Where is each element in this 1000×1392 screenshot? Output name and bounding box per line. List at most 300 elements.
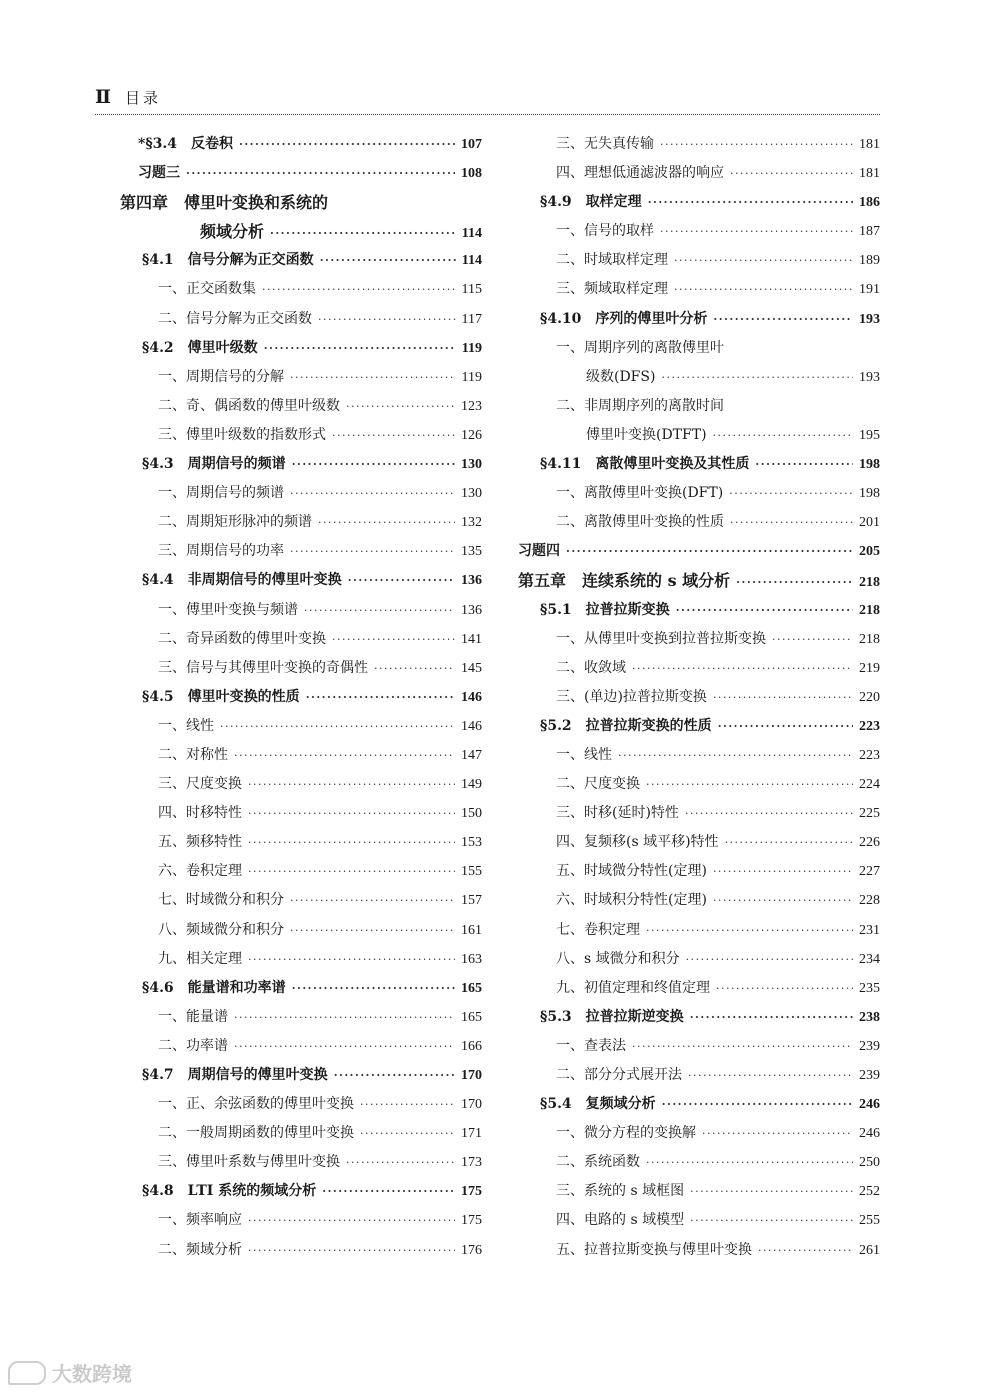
dot-leader bbox=[290, 916, 455, 945]
dot-leader bbox=[290, 886, 455, 915]
dot-leader bbox=[306, 683, 455, 712]
toc-entry-title-continued: 频域分析 bbox=[200, 222, 265, 242]
toc-entry[interactable] bbox=[120, 916, 482, 945]
toc-entry[interactable] bbox=[518, 188, 880, 217]
toc-page-number: 123 bbox=[461, 398, 482, 414]
dot-leader bbox=[713, 886, 853, 915]
toc-entry[interactable] bbox=[518, 217, 880, 246]
toc-entry[interactable] bbox=[518, 275, 880, 304]
toc-entry-title: 二、尺度变换 bbox=[556, 776, 640, 793]
toc-entry[interactable] bbox=[518, 1206, 880, 1235]
toc-entry[interactable] bbox=[120, 799, 482, 828]
toc-entry-title: 四、理想低通滤波器的响应 bbox=[556, 165, 724, 182]
toc-entry[interactable] bbox=[120, 421, 482, 450]
dot-leader bbox=[290, 363, 456, 392]
toc-entry-title: 二、一般周期函数的傅里叶变换 bbox=[158, 1125, 354, 1142]
dot-leader bbox=[690, 1177, 853, 1206]
dot-leader bbox=[360, 1090, 455, 1119]
dot-leader bbox=[646, 916, 853, 945]
dot-leader bbox=[320, 246, 456, 275]
dot-leader bbox=[632, 654, 853, 683]
dot-leader bbox=[713, 421, 853, 450]
toc-entry-title: 四、电路的 s 域模型 bbox=[556, 1212, 685, 1229]
dot-leader bbox=[676, 596, 853, 625]
toc-entry[interactable] bbox=[518, 246, 880, 275]
toc-entry-title: §4.11 离散傅里叶变换及其性质 bbox=[540, 456, 750, 473]
toc-entry-title: 三、无失真传输 bbox=[556, 136, 654, 152]
dot-leader bbox=[755, 450, 853, 479]
toc-entry[interactable] bbox=[518, 479, 880, 508]
toc-entry[interactable] bbox=[518, 1003, 880, 1032]
toc-entry[interactable] bbox=[120, 886, 482, 915]
toc-entry[interactable] bbox=[518, 508, 880, 537]
toc-page-number: 114 bbox=[461, 253, 482, 269]
toc-page-number: 201 bbox=[859, 515, 880, 531]
toc-entry-title: 二、时域取样定理 bbox=[556, 252, 668, 269]
dot-leader bbox=[290, 479, 455, 508]
toc-entry-title: 一、离散傅里叶变换(DFT) bbox=[556, 485, 724, 502]
toc-entry-title: 九、相关定理 bbox=[158, 950, 242, 967]
toc-entry-title: §4.6 能量谱和功率谱 bbox=[142, 979, 286, 996]
dot-leader bbox=[736, 568, 853, 597]
dot-leader bbox=[332, 625, 455, 654]
toc-page-number: 227 bbox=[859, 864, 880, 880]
header-title: 目录 bbox=[125, 88, 162, 107]
toc-entry[interactable] bbox=[120, 974, 482, 1003]
toc-entry-title: 二、非周期序列的离散时间 bbox=[556, 397, 724, 414]
toc-entry[interactable] bbox=[120, 130, 482, 159]
toc-entry[interactable] bbox=[120, 1090, 482, 1119]
dot-leader bbox=[725, 828, 853, 857]
toc-page-number: 130 bbox=[461, 457, 482, 473]
toc-entry-title: §5.1 拉普拉斯变换 bbox=[540, 601, 670, 618]
dot-leader bbox=[661, 363, 853, 392]
toc-page-number: 261 bbox=[859, 1242, 880, 1258]
toc-entry[interactable] bbox=[120, 188, 482, 246]
toc-page-number: 107 bbox=[461, 137, 482, 152]
dot-leader bbox=[248, 770, 455, 799]
dot-leader bbox=[648, 188, 853, 217]
dot-leader bbox=[632, 1032, 853, 1061]
toc-entry-title: 一、微分方程的变换解 bbox=[556, 1125, 696, 1142]
toc-entry-title: 九、初值定理和终值定理 bbox=[556, 979, 710, 996]
toc-page-number: 149 bbox=[461, 777, 482, 793]
dot-leader bbox=[248, 945, 455, 974]
dot-leader bbox=[674, 275, 853, 304]
dot-leader bbox=[304, 596, 455, 625]
toc-entry[interactable] bbox=[518, 392, 880, 450]
toc-entry[interactable] bbox=[518, 886, 880, 915]
toc-page-number: 255 bbox=[859, 1213, 880, 1229]
toc-entry-title: 五、拉普拉斯变换与傅里叶变换 bbox=[556, 1241, 752, 1258]
dot-leader bbox=[716, 974, 853, 1003]
toc-page-number: 246 bbox=[859, 1126, 880, 1142]
toc-right-column bbox=[518, 130, 880, 1265]
toc-page-number: 191 bbox=[859, 282, 880, 298]
toc-entry[interactable] bbox=[518, 566, 880, 595]
dot-leader bbox=[674, 246, 853, 275]
toc-entry[interactable] bbox=[518, 625, 880, 654]
toc-page-number: 239 bbox=[859, 1038, 880, 1054]
toc-page-number: 165 bbox=[461, 980, 482, 996]
toc-entry-title: 二、奇、偶函数的傅里叶级数 bbox=[158, 397, 340, 414]
toc-entry[interactable] bbox=[120, 537, 482, 566]
toc-page-number: 218 bbox=[859, 575, 880, 591]
dot-leader bbox=[646, 1148, 853, 1177]
toc-entry[interactable] bbox=[120, 305, 482, 334]
toc-entry-title: §5.2 拉普拉斯变换的性质 bbox=[540, 717, 712, 734]
dot-leader bbox=[758, 1236, 853, 1265]
toc-entry[interactable] bbox=[518, 450, 880, 479]
toc-page-number: 132 bbox=[461, 515, 482, 531]
toc-entry-title: §4.5 傅里叶变换的性质 bbox=[142, 688, 300, 705]
toc-entry[interactable] bbox=[120, 770, 482, 799]
watermark-text: 大数跨境 bbox=[52, 1362, 132, 1386]
toc-page-number: 252 bbox=[859, 1184, 880, 1200]
toc-entry[interactable] bbox=[518, 1177, 880, 1206]
toc-page-number: 171 bbox=[461, 1126, 482, 1142]
page-number: Ⅱ bbox=[95, 86, 112, 108]
toc-entry-title: §4.2 傅里叶级数 bbox=[142, 339, 258, 356]
toc-entry-title: 三、周期信号的功率 bbox=[158, 543, 284, 560]
dot-leader bbox=[374, 654, 455, 683]
dot-leader bbox=[346, 392, 455, 421]
toc-entry[interactable] bbox=[518, 974, 880, 1003]
toc-page-number: 225 bbox=[859, 806, 880, 822]
toc-page-number: 108 bbox=[461, 166, 482, 182]
toc-page-number: 231 bbox=[859, 922, 880, 938]
dot-leader bbox=[290, 537, 455, 566]
toc-entry-title: §4.10 序列的傅里叶分析 bbox=[540, 310, 708, 327]
toc-entry-title: 五、时域微分特性(定理) bbox=[556, 863, 707, 880]
toc-page-number: 234 bbox=[859, 951, 880, 967]
toc-entry[interactable] bbox=[120, 857, 482, 886]
toc-entry[interactable] bbox=[120, 1177, 482, 1206]
toc-entry-title: *§3.4 反卷积 bbox=[138, 136, 233, 152]
toc-entry-title: 一、频率响应 bbox=[158, 1212, 242, 1229]
toc-page-number: 218 bbox=[859, 602, 880, 618]
dot-leader bbox=[713, 857, 853, 886]
toc-entry-title: 一、线性 bbox=[556, 746, 612, 763]
toc-entry-title: 四、复频移(s 域平移)特性 bbox=[556, 834, 719, 851]
dot-leader bbox=[730, 508, 853, 537]
dot-leader bbox=[772, 625, 853, 654]
toc-page-number: 193 bbox=[859, 369, 880, 385]
dot-leader bbox=[334, 1061, 455, 1090]
dot-leader bbox=[332, 421, 455, 450]
toc-entry-title: 二、对称性 bbox=[158, 746, 228, 763]
toc-left-column bbox=[120, 130, 482, 1265]
toc-page-number: 115 bbox=[461, 282, 482, 298]
toc-entry[interactable] bbox=[120, 625, 482, 654]
toc-entry[interactable] bbox=[518, 916, 880, 945]
toc-entry[interactable] bbox=[518, 1032, 880, 1061]
toc-entry-title: §4.1 信号分解为正交函数 bbox=[142, 252, 314, 269]
dot-leader bbox=[713, 683, 853, 712]
dot-leader bbox=[318, 508, 455, 537]
dot-leader bbox=[292, 974, 455, 1003]
toc-entry-title: 八、s 域微分和积分 bbox=[556, 950, 680, 967]
dot-leader bbox=[186, 159, 455, 188]
dot-leader bbox=[292, 450, 455, 479]
toc-page-number: 205 bbox=[859, 544, 880, 560]
toc-entry[interactable] bbox=[518, 654, 880, 683]
dot-leader bbox=[220, 712, 455, 741]
dot-leader bbox=[688, 1061, 853, 1090]
toc-entry-title: 七、时域微分和积分 bbox=[158, 892, 284, 909]
toc-entry-title: §5.3 拉普拉斯逆变换 bbox=[540, 1008, 684, 1025]
toc-entry[interactable] bbox=[518, 596, 880, 625]
toc-page-number: 146 bbox=[461, 718, 482, 734]
toc-page-number: 198 bbox=[859, 486, 880, 502]
toc-entry-title: 二、功率谱 bbox=[158, 1037, 228, 1054]
toc-entry[interactable] bbox=[518, 828, 880, 857]
toc-page-number: 187 bbox=[859, 224, 880, 240]
toc-entry-title: 二、信号分解为正交函数 bbox=[158, 310, 312, 327]
toc-entry-title: 一、查表法 bbox=[556, 1037, 626, 1054]
dot-leader bbox=[690, 1206, 853, 1235]
toc-entry-title: 四、时移特性 bbox=[158, 805, 242, 822]
toc-entry-title: 习题三 bbox=[138, 165, 180, 182]
toc-page-number: 135 bbox=[461, 544, 482, 560]
toc-entry[interactable] bbox=[120, 246, 482, 275]
toc-entry-title: 一、线性 bbox=[158, 717, 214, 734]
toc-page-number: 224 bbox=[859, 777, 880, 793]
toc-entry[interactable] bbox=[120, 1003, 482, 1032]
toc-page-number: 228 bbox=[859, 893, 880, 909]
toc-entry[interactable] bbox=[120, 1206, 482, 1235]
toc-page-number: 176 bbox=[461, 1242, 482, 1258]
toc-entry[interactable] bbox=[120, 275, 482, 304]
dot-leader bbox=[729, 479, 853, 508]
dot-leader bbox=[248, 1236, 455, 1265]
dot-leader bbox=[713, 305, 853, 334]
toc-entry[interactable] bbox=[518, 770, 880, 799]
toc-entry-title: 习题四 bbox=[518, 543, 560, 560]
toc-entry[interactable] bbox=[120, 712, 482, 741]
toc-entry-title: 一、从傅里叶变换到拉普拉斯变换 bbox=[556, 630, 766, 647]
toc-page-number: 238 bbox=[859, 1009, 880, 1025]
toc-page-number: 223 bbox=[859, 747, 880, 763]
toc-entry-title: 三、傅里叶级数的指数形式 bbox=[158, 426, 326, 443]
toc-page-number: 163 bbox=[461, 951, 482, 967]
toc-entry[interactable] bbox=[120, 1032, 482, 1061]
toc-page-number: 166 bbox=[461, 1038, 482, 1054]
toc-page-number: 250 bbox=[859, 1155, 880, 1171]
toc-entry-title: 一、信号的取样 bbox=[556, 223, 654, 240]
toc-page-number: 175 bbox=[461, 1213, 482, 1229]
toc-page-number: 155 bbox=[461, 864, 482, 880]
dot-leader bbox=[730, 159, 853, 188]
toc-page-number: 147 bbox=[461, 747, 482, 763]
toc-page-number: 157 bbox=[461, 893, 482, 909]
toc-entry-title: 二、频域分析 bbox=[158, 1241, 242, 1258]
toc-entry[interactable] bbox=[120, 450, 482, 479]
toc-page-number: 161 bbox=[461, 922, 482, 938]
toc-entry-title: 六、时域积分特性(定理) bbox=[556, 892, 707, 909]
toc-page-number: 235 bbox=[859, 980, 880, 996]
toc-entry-title: 一、傅里叶变换与频谱 bbox=[158, 601, 298, 618]
dot-leader bbox=[348, 566, 455, 595]
toc-page-number: 218 bbox=[859, 631, 880, 647]
dot-leader bbox=[360, 1119, 455, 1148]
dot-leader bbox=[662, 1090, 853, 1119]
watermark bbox=[8, 1358, 132, 1387]
dot-leader bbox=[685, 799, 853, 828]
toc-entry[interactable] bbox=[518, 945, 880, 974]
toc-entry-title: 七、卷积定理 bbox=[556, 921, 640, 938]
toc-page-number: 246 bbox=[859, 1097, 880, 1113]
dot-leader bbox=[318, 305, 456, 334]
toc-page-number: 186 bbox=[859, 195, 880, 211]
dot-leader bbox=[248, 1206, 455, 1235]
toc-entry-title: 第五章 连续系统的 s 域分析 bbox=[518, 571, 731, 591]
toc-entry[interactable] bbox=[518, 1061, 880, 1090]
toc-entry[interactable] bbox=[120, 334, 482, 363]
dot-leader bbox=[660, 130, 853, 159]
toc-entry-title: 三、系统的 s 域框图 bbox=[556, 1183, 685, 1200]
toc-entry-title: 一、周期信号的分解 bbox=[158, 368, 284, 385]
toc-entry-title: 一、周期序列的离散傅里叶 bbox=[556, 339, 724, 356]
toc-entry-title: 二、奇异函数的傅里叶变换 bbox=[158, 630, 326, 647]
toc-entry-title-continued: 傅里叶变换(DTFT) bbox=[586, 426, 707, 443]
toc-entry[interactable] bbox=[120, 1236, 482, 1265]
toc-entry[interactable] bbox=[518, 741, 880, 770]
toc-entry-title: 一、能量谱 bbox=[158, 1008, 228, 1025]
toc-page-number: 226 bbox=[859, 835, 880, 851]
toc-entry-title: §5.4 复频域分析 bbox=[540, 1096, 656, 1113]
toc-entry-title: 一、正交函数集 bbox=[158, 281, 256, 298]
toc-entry[interactable] bbox=[518, 537, 880, 566]
toc-entry[interactable] bbox=[518, 1090, 880, 1119]
dot-leader bbox=[618, 741, 853, 770]
dot-leader bbox=[346, 1148, 455, 1177]
toc-entry[interactable] bbox=[518, 305, 880, 334]
toc-entry-title: 五、频移特性 bbox=[158, 834, 242, 851]
dot-leader bbox=[264, 334, 456, 363]
toc-page-number: 193 bbox=[859, 311, 880, 327]
toc-entry-title: §4.7 周期信号的傅里叶变换 bbox=[142, 1067, 328, 1083]
toc-entry-title: §4.4 非周期信号的傅里叶变换 bbox=[142, 572, 342, 589]
toc-entry[interactable] bbox=[120, 1119, 482, 1148]
toc-entry-title: 三、信号与其傅里叶变换的奇偶性 bbox=[158, 659, 368, 676]
dot-leader bbox=[660, 217, 853, 246]
toc-entry-title: §4.8 LTI 系统的频域分析 bbox=[142, 1183, 317, 1200]
toc-page-number: 219 bbox=[859, 660, 880, 676]
toc-entry-title: 八、频域微分和积分 bbox=[158, 921, 284, 938]
toc-page-number: 195 bbox=[859, 427, 880, 443]
toc-entry[interactable] bbox=[518, 130, 880, 159]
dot-leader bbox=[646, 770, 853, 799]
watermark-logo-icon bbox=[8, 1361, 46, 1385]
toc-entry[interactable] bbox=[518, 857, 880, 886]
toc-entry[interactable] bbox=[120, 596, 482, 625]
toc-entry[interactable] bbox=[518, 799, 880, 828]
dot-leader bbox=[322, 1177, 455, 1206]
toc-page-number: 223 bbox=[859, 718, 880, 734]
toc-entry[interactable] bbox=[120, 479, 482, 508]
toc-entry[interactable] bbox=[518, 1148, 880, 1177]
page-header bbox=[95, 84, 880, 110]
toc-page-number: 170 bbox=[461, 1097, 482, 1113]
dot-leader bbox=[239, 130, 455, 159]
toc-entry[interactable] bbox=[518, 1236, 880, 1265]
toc-entry[interactable] bbox=[120, 654, 482, 683]
toc-page-number: 146 bbox=[461, 689, 482, 705]
toc-entry-title: §4.3 周期信号的频谱 bbox=[142, 456, 286, 473]
toc-page-number: 239 bbox=[859, 1068, 880, 1083]
toc-page-number: 117 bbox=[461, 311, 482, 327]
toc-entry[interactable] bbox=[518, 683, 880, 712]
toc-entry[interactable] bbox=[120, 566, 482, 595]
dot-leader bbox=[718, 712, 853, 741]
toc-entry-title: 三、时移(延时)特性 bbox=[556, 805, 679, 822]
toc-entry-title: 二、系统函数 bbox=[556, 1154, 640, 1171]
toc-page-number: 153 bbox=[461, 835, 482, 851]
toc-page-number: 198 bbox=[859, 457, 880, 473]
toc-page-number: 181 bbox=[859, 137, 880, 152]
toc-page-number: 181 bbox=[859, 166, 880, 182]
dot-leader bbox=[234, 741, 455, 770]
toc-page-number: 130 bbox=[461, 486, 482, 502]
toc-entry-title-continued: 级数(DFS) bbox=[586, 368, 656, 385]
toc-entry[interactable] bbox=[518, 1119, 880, 1148]
toc-entry-title: 二、部分分式展开法 bbox=[556, 1067, 682, 1083]
toc-page-number: 119 bbox=[461, 340, 482, 356]
toc-entry[interactable] bbox=[518, 159, 880, 188]
toc-page-number: 141 bbox=[461, 631, 482, 647]
dot-leader bbox=[248, 828, 455, 857]
dot-leader bbox=[248, 857, 455, 886]
toc-page-number: 114 bbox=[461, 226, 482, 242]
toc-page-number: 220 bbox=[859, 689, 880, 705]
toc-entry-title: 三、傅里叶系数与傅里叶变换 bbox=[158, 1154, 340, 1171]
toc-page-number: 175 bbox=[461, 1184, 482, 1200]
toc-entry-title: 第四章 傅里叶变换和系统的 bbox=[120, 193, 329, 213]
dot-leader bbox=[248, 799, 455, 828]
toc-entry[interactable] bbox=[120, 363, 482, 392]
toc-entry[interactable] bbox=[120, 683, 482, 712]
dot-leader bbox=[686, 945, 853, 974]
dot-leader bbox=[234, 1003, 455, 1032]
toc-entry-title: 二、收敛域 bbox=[556, 659, 626, 676]
dot-leader bbox=[234, 1032, 455, 1061]
toc-page-number: 119 bbox=[461, 369, 482, 385]
toc-entry[interactable] bbox=[120, 1061, 482, 1090]
toc-entry-title: 三、尺度变换 bbox=[158, 776, 242, 793]
toc-page-number: 126 bbox=[461, 427, 482, 443]
dot-leader bbox=[690, 1003, 853, 1032]
toc-entry-title: 二、周期矩形脉冲的频谱 bbox=[158, 514, 312, 531]
toc-entry[interactable] bbox=[518, 334, 880, 392]
toc-entry-title: 一、正、余弦函数的傅里叶变换 bbox=[158, 1096, 354, 1113]
dot-leader bbox=[270, 219, 456, 248]
toc-entry[interactable] bbox=[120, 1148, 482, 1177]
toc-entry[interactable] bbox=[120, 741, 482, 770]
toc-entry[interactable] bbox=[120, 392, 482, 421]
toc-page-number: 170 bbox=[461, 1068, 482, 1083]
toc-entry[interactable] bbox=[120, 159, 482, 188]
toc-entry[interactable] bbox=[518, 712, 880, 741]
dot-leader bbox=[702, 1119, 853, 1148]
toc-entry[interactable] bbox=[120, 828, 482, 857]
toc-entry-title: 一、周期信号的频谱 bbox=[158, 485, 284, 502]
toc-entry-title: 六、卷积定理 bbox=[158, 863, 242, 880]
toc-page-number: 173 bbox=[461, 1155, 482, 1171]
toc-entry[interactable] bbox=[120, 945, 482, 974]
toc-entry-title: 三、(单边)拉普拉斯变换 bbox=[556, 688, 707, 705]
toc-entry[interactable] bbox=[120, 508, 482, 537]
